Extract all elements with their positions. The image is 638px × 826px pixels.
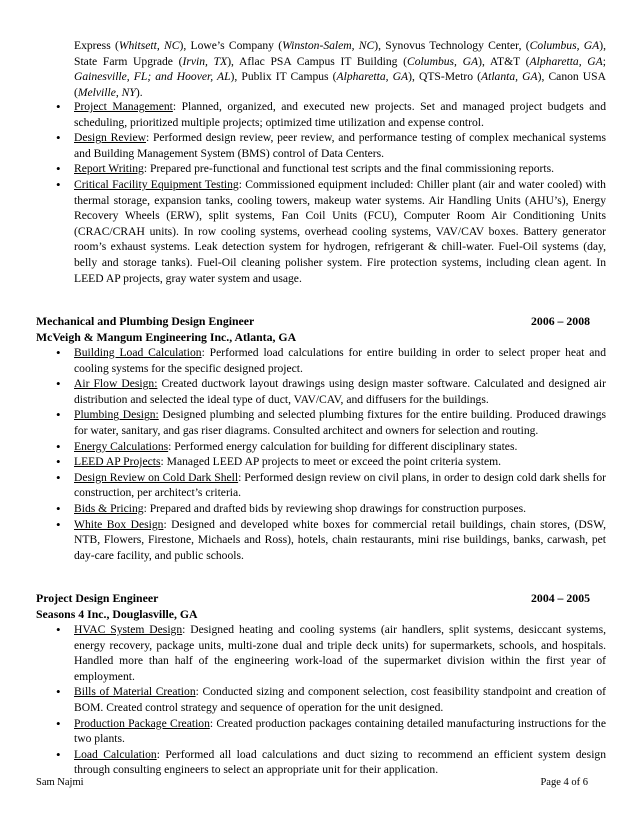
bullet-item bbox=[36, 470, 606, 501]
bullet-text: : Prepared and drafted bids by reviewing shop drawings for construction purposes. bbox=[143, 501, 527, 515]
bullet-item bbox=[36, 376, 606, 407]
location-text: Whitsett, NC bbox=[118, 39, 180, 52]
bullet-item bbox=[36, 161, 606, 177]
bullet-item bbox=[36, 99, 606, 130]
bullet-title: HVAC System Design bbox=[74, 623, 183, 636]
bullet-list bbox=[36, 99, 606, 286]
location-text: Gainesville, FL; and Hoover, AL bbox=[74, 70, 231, 84]
bullet-list bbox=[36, 622, 606, 778]
footer-author-name: Sam Najmi bbox=[36, 777, 84, 788]
previous-role-continuation bbox=[74, 38, 606, 100]
paragraph-text: ), QTS-Metro ( bbox=[408, 70, 482, 84]
bullet-title: Design Review on Cold Dark Shell bbox=[74, 470, 239, 484]
bullet-title: Bills of Material Creation bbox=[74, 685, 196, 699]
bullet-item bbox=[36, 684, 606, 715]
job-header bbox=[36, 590, 606, 606]
bullet-title: Load Calculation bbox=[74, 747, 157, 761]
bullet-text: : Planned, organized, and executed new projects. Set and managed project budgets and scheduling, prioritized multiple projects; optimized time utilization and expense control. bbox=[74, 100, 606, 129]
bullet-text: : Managed LEED AP projects to meet or exceed the point criteria system. bbox=[160, 455, 502, 469]
paragraph-text: ). bbox=[135, 85, 143, 99]
bullet-item bbox=[36, 517, 606, 564]
bullet-title: White Box Design bbox=[74, 517, 164, 531]
bullet-item bbox=[36, 439, 606, 455]
bullet-title: Air Flow Design: bbox=[74, 377, 158, 391]
job-section-project-design bbox=[36, 590, 606, 778]
location-text: Atlanta, GA bbox=[481, 70, 538, 84]
bullet-item bbox=[36, 407, 606, 438]
bullet-text: : Performed design review, peer review, and performance testing of complex mechanical systems and Building Management System (BMS) control of Data Centers. bbox=[74, 131, 606, 160]
paragraph-text: ), Lowe’s Company ( bbox=[179, 39, 283, 52]
company-name: Seasons 4 Inc., Douglasville, GA bbox=[36, 607, 198, 621]
bullet-title: Project Management bbox=[74, 100, 173, 113]
bullet-title: Bids & Pricing bbox=[74, 501, 144, 515]
location-text: Alpharetta, GA bbox=[529, 54, 603, 68]
location-text: Melville, NY bbox=[77, 85, 136, 99]
bullet-item bbox=[36, 716, 606, 747]
bullet-text: Designed plumbing and selected plumbing fixtures for the entire building. Produced drawings for water, sanitary, and gas riser diagrams. Consulted architect and owners for selection and routing. bbox=[74, 408, 607, 437]
bullet-title: Design Review bbox=[74, 131, 147, 145]
bullet-title: Building Load Calculation bbox=[74, 346, 202, 359]
bullet-text: : Conducted sizing and component selection, cost feasibility standpoint and creation of BOM. Created control strategy and sequence of operation for the unit designed. bbox=[74, 685, 607, 714]
bullet-text: : Performed load calculations for entire building in order to select proper heat and cooling systems for the specific designed project. bbox=[74, 346, 606, 375]
paragraph-text: ), Aflac PSA Campus IT Building ( bbox=[227, 54, 408, 68]
bullet-item bbox=[36, 622, 606, 684]
bullet-text: : Created production packages containing detailed manufacturing instructions for the two plants. bbox=[74, 716, 606, 746]
paragraph-text: ), State Farm Upgrade ( bbox=[74, 39, 607, 68]
bullet-text: : Commissioned equipment included: Chiller plant (air and water cooled) with thermal storage, expansion tanks, cooling towers, makeup water systems. Air Handling Units (AHU’s), Energy Recovery Wheels (ERW), split systems, Fan Coil Units (FCU), Computer Room Air Conditioning Units (CRAC/CRAH units). In row cooling systems, overhead cooling systems, VAV/CAV boxes. Battery generator room’s exhaust systems. Leak detection system for hydrogen, refrigerant & chill-water. Fuel-Oil systems (day, belly and storage tanks). Fuel-Oil cleaning polisher system. Fire protection systems, including clean agent. In LEED AP projects, gray water system and usage. bbox=[74, 177, 606, 285]
bullet-text: : Designed and developed white boxes for commercial retail buildings, chain stores, (DSW, NTB, Flowers, Firestone, Michaels and Ross), hotels, chain restaurants, mini rise buildings, banks, carwash, pet day-care facility, and public schools. bbox=[74, 517, 606, 562]
bullet-item bbox=[36, 345, 606, 376]
company-name: McVeigh & Mangum Engineering Inc., Atlanta, GA bbox=[36, 330, 297, 344]
job-years: 2004 – 2005 bbox=[531, 591, 590, 605]
job-years: 2006 – 2008 bbox=[531, 314, 590, 328]
bullet-title: Plumbing Design: bbox=[74, 408, 159, 422]
bullet-title: Report Writing bbox=[74, 162, 144, 176]
paragraph-text: ), Publix IT Campus ( bbox=[230, 70, 337, 84]
bullet-text: : Performed all load calculations and duct sizing to recommend an efficient system design through consulting engineers to select an appropriate unit for their application. bbox=[74, 747, 607, 777]
paragraph-text: Express ( bbox=[74, 39, 119, 52]
bullet-text: : Prepared pre-functional and functional test scripts and the final commissioning reports. bbox=[143, 162, 555, 176]
location-text: Columbus, GA bbox=[407, 54, 479, 68]
page-footer bbox=[36, 776, 606, 790]
paragraph-text: ; bbox=[602, 54, 606, 68]
bullet-item bbox=[36, 501, 606, 517]
location-text: Alpharetta, GA bbox=[336, 70, 409, 84]
bullet-title: LEED AP Projects bbox=[74, 455, 161, 469]
intro-bullet-section bbox=[36, 99, 606, 286]
bullet-text: Created ductwork layout drawings using design master software. Calculated and designed air distribution and selected the ideal type of duct, VAV/CAV, and diffusers for the buildings. bbox=[74, 377, 607, 406]
bullet-item bbox=[36, 130, 606, 161]
bullet-title: Production Package Creation bbox=[74, 716, 210, 730]
job-header bbox=[36, 313, 606, 329]
bullet-title: Critical Facility Equipment Testing bbox=[74, 177, 239, 191]
location-text: Columbus, GA bbox=[529, 39, 600, 52]
bullet-item bbox=[36, 747, 606, 778]
paragraph-text: ), Synovus Technology Center, ( bbox=[374, 39, 530, 52]
bullet-item bbox=[36, 177, 606, 286]
location-text: Irvin, TX bbox=[182, 54, 228, 68]
location-text: Winston-Salem, NC bbox=[282, 39, 375, 52]
paragraph-text: ), Canon USA ( bbox=[74, 70, 606, 99]
bullet-text: : Designed heating and cooling systems (air handlers, split systems, desiccant systems, energy recovery, package units, multi-zone dual and triple deck units) for supermarkets, schools, and hospitals. Handled more than half of the engineering work-load of the supermarket division within the first year of employment. bbox=[74, 623, 606, 683]
bullet-list bbox=[36, 345, 606, 563]
footer-page-number: Page 4 of 6 bbox=[540, 777, 588, 788]
job-section-mechanical-plumbing bbox=[36, 313, 606, 563]
bullet-title: Energy Calculations bbox=[74, 439, 169, 453]
paragraph-text: ), AT&T ( bbox=[478, 54, 530, 68]
job-title: Mechanical and Plumbing Design Engineer bbox=[36, 314, 255, 328]
job-title: Project Design Engineer bbox=[36, 591, 159, 605]
bullet-text: : Performed design review on civil plans, in order to design cold dark shells for construction, per architect’s criteria. bbox=[74, 470, 606, 500]
bullet-text: : Performed energy calculation for building for different disciplinary states. bbox=[168, 439, 518, 453]
bullet-item bbox=[36, 454, 606, 470]
